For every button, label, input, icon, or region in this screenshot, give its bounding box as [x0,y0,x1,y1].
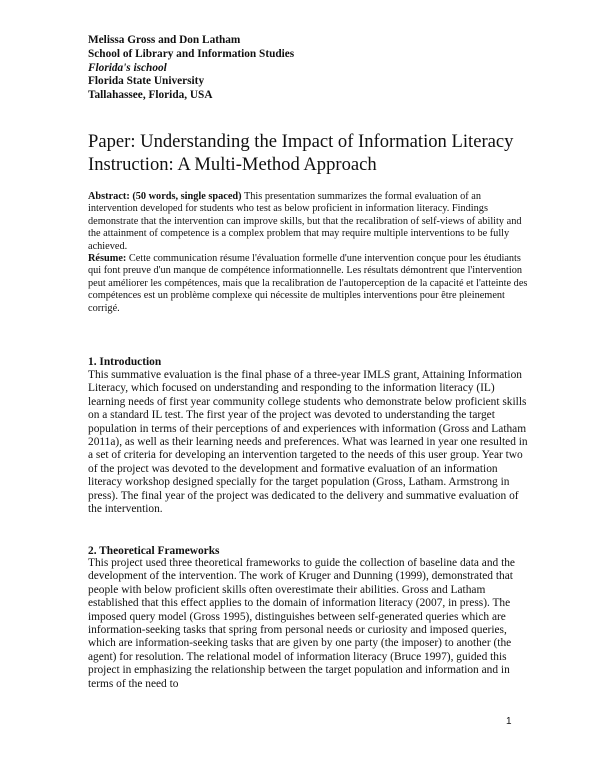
ischool-name: Florida's ischool [88,61,167,74]
resume-text: Cette communication résume l'évaluation formelle d'une intervention conçue pour les étudiants qui font preuve d'un manque de compétence informationnelle. Les résultats démontrent que l'intervention peut améliorer les compétences, mais que la recalibration de l'autoperception de la capacité et l'atteinte des compétences est un problème complexe qui nécessite de multiples interventions pour être pleinement corrigé. [88,253,528,314]
author-block [88,34,528,103]
resume-label: Résume: [88,253,127,265]
abstract-french [88,253,528,315]
university-name: Florida State University [88,75,205,88]
location: Tallahassee, Florida, USA [88,89,213,102]
school-name: School of Library and Information Studies [88,47,295,60]
abstract-label: Abstract: (50 words, single spaced) [88,191,242,202]
theoretical-frameworks-heading: 2. Theoretical Frameworks [88,545,220,557]
abstract-english [88,191,528,253]
introduction-heading: 1. Introduction [88,356,162,368]
introduction-body: This summative evaluation is the final phase of a three-year IMLS grant, Attaining Information Literacy, which focused on understanding and responding to the information literacy (IL) learning needs of first year community college students who demonstrate below proficient skills on a standard IL test. The first year of the project was devoted to understanding the target population in terms of their perceptions of and experiences with information (Gross and Latham 2011a), as well as their learning needs and preferences. What was learned in year one resulted in a set of criteria for developing an intervention targeted to the needs of this user group. Year two of the project was devoted to the development and formative evaluation of an information literacy workshop designed specially for the target population (Gross, Latham. Armstrong in press). The final year of the project was dedicated to the delivery and summative evaluation of the intervention. [88,369,528,516]
page-number: 1 [506,716,512,727]
paper-title-line-2: Instruction: A Multi-Method Approach [88,154,377,175]
abstract-text: This presentation summarizes the formal evaluation of an intervention developed for students who test as below proficient in information literacy. Findings demonstrate that the intervention can improve skills, but that the recalibration of self-views of ability and the attainment of competence is a complex problem that may require multiple interventions to be fully achieved. [88,191,522,252]
paper-title-line-1: Paper: Understanding the Impact of Information Literacy [88,131,514,152]
paper-title [88,130,528,176]
theoretical-frameworks-body: This project used three theoretical frameworks to guide the collection of baseline data and the development of the intervention. The work of Kruger and Dunning (1999), demonstrated that people with below proficient skills often overestimate their abilities. Gross and Latham established that this effect applies to the domain of information literacy (2007, in press). The imposed query model (Gross 1995), distinguishes between self-generated queries which are information-seeking tasks that spring from personal needs or curiosity and imposed queries, which are information-seeking tasks that are given by one party (the imposer) to another (the agent) for resolution. The relational model of information literacy (Bruce 1997), guided this project in emphasizing the relationship between the target population and information and in terms of the need to [88,557,515,690]
author-names: Melissa Gross and Don Latham [88,34,241,46]
abstract-block [88,191,528,315]
